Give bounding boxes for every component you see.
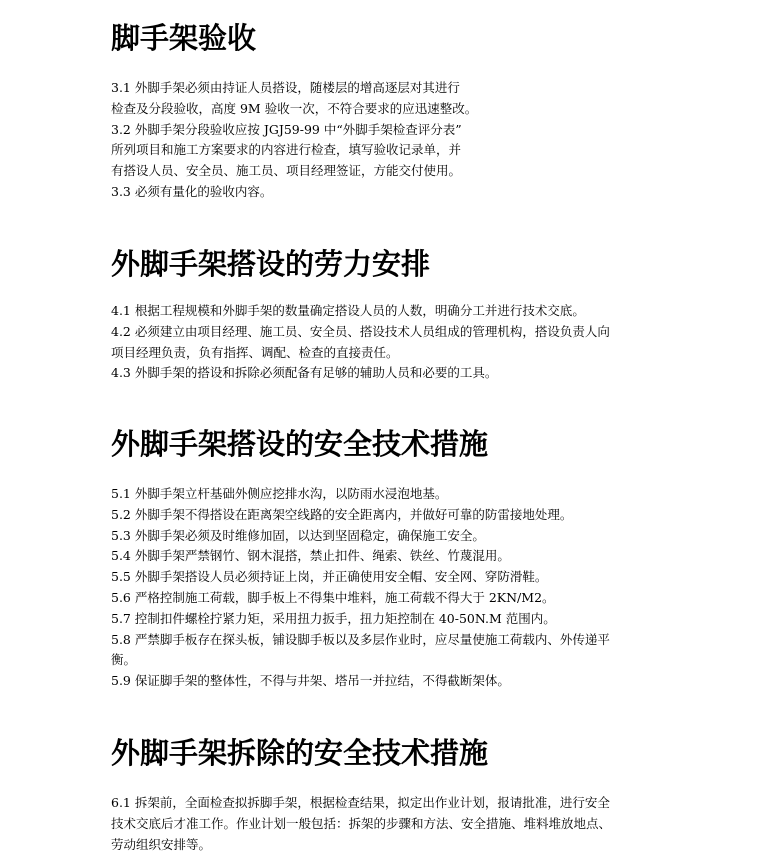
section-text-dismantling-safety [111, 793, 611, 855]
text-line: 5.1 外脚手架立杆基础外侧应挖排水沟，以防雨水浸泡地基。 [111, 486, 448, 501]
text-line: 4.3 外脚手架的搭设和拆除必须配备有足够的辅助人员和必要的工具。 [111, 365, 498, 381]
text-line: 检查及分段验收，高度 9M 验收一次，不符合要求的应迅速整改。 [111, 100, 478, 116]
section-heading-erection-safety: 外脚手架搭设的安全技术措施 [111, 427, 489, 461]
section-heading-dismantling-safety: 外脚手架拆除的安全技术措施 [111, 736, 489, 770]
text-line: 3.3 必须有量化的验收内容。 [111, 183, 273, 199]
text-line: 5.3 外脚手架必须及时维修加固，以达到坚固稳定，确保施工安全。 [111, 527, 485, 543]
text-line: 5.6 严格控制施工荷载，脚手板上不得集中堆料，施工荷载不得大于 2KN/M2。 [111, 589, 555, 605]
text-line: 5.9 保证脚手架的整体性，不得与井架、塔吊一并拉结，不得截断架体。 [111, 673, 510, 689]
text-line: 劳动组织安排等。 [111, 836, 212, 852]
text-line: 4.2 必须建立由项目经理、施工员、安全员、搭设技术人员组成的管理机构，搭设负责人向 [111, 323, 610, 339]
section-heading-acceptance: 脚手架验收 [111, 21, 257, 55]
text-line: 5.7 控制扣件螺栓拧紧力矩，采用扭力扳手，扭力矩控制在 40-50N.M 范围内。 [111, 610, 556, 626]
text-line: 5.8 严禁脚手板存在探头板，铺设脚手板以及多层作业时，应尽量使施工荷载内、外传递平 [111, 631, 610, 647]
section-heading-labor: 外脚手架搭设的劳力安排 [111, 247, 431, 281]
text-line: 4.1 根据工程规模和外脚手架的数量确定搭设人员的人数，明确分工并进行技术交底。 [111, 303, 585, 318]
text-line: 有搭设人员、安全员、施工员、项目经理签证，方能交付使用。 [111, 163, 462, 179]
text-line: 5.2 外脚手架不得搭设在距离架空线路的安全距离内，并做好可靠的防雷接地处理。 [111, 506, 573, 522]
text-line: 5.4 外脚手架严禁钢竹、钢木混搭，禁止扣件、绳索、铁丝、竹蔑混用。 [111, 548, 510, 564]
section-text-erection-safety [111, 484, 610, 692]
section-text-labor [111, 301, 610, 384]
text-line: 衡。 [111, 652, 137, 668]
text-line: 3.2 外脚手架分段验收应按 JGJ59-99 中“外脚手架检查评分表” [111, 121, 462, 137]
text-line: 项目经理负责，负有指挥、调配、检查的直接责任。 [111, 344, 399, 360]
text-line: 3.1 外脚手架必须由持证人员搭设，随楼层的增高逐层对其进行 [111, 80, 460, 95]
text-line: 技术交底后才准工作。作业计划一般包括：拆架的步骤和方法、安全措施、堆料堆放地点、 [111, 815, 612, 831]
text-line: 所列项目和施工方案要求的内容进行检查，填写验收记录单，并 [111, 142, 462, 158]
text-line: 6.1 拆架前，全面检查拟拆脚手架，根据检查结果，拟定出作业计划，报请批准，进行安全 [111, 795, 610, 810]
text-line: 5.5 外脚手架搭设人员必须持证上岗，并正确使用安全帽、安全网、穿防滑鞋。 [111, 569, 548, 585]
section-text-acceptance [111, 78, 477, 203]
